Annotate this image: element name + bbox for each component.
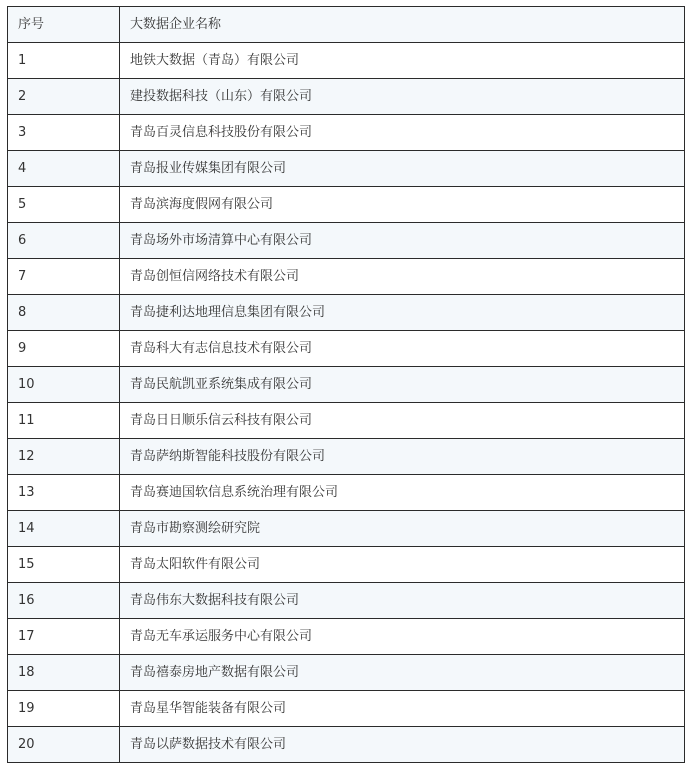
table-row xyxy=(8,655,685,691)
company-name-cell: 青岛创恒信网络技术有限公司 xyxy=(120,259,685,295)
row-index-cell: 12 xyxy=(8,439,120,475)
row-index-cell: 5 xyxy=(8,187,120,223)
row-index-cell: 15 xyxy=(8,547,120,583)
company-name-cell: 青岛太阳软件有限公司 xyxy=(120,547,685,583)
enterprise-table xyxy=(7,6,685,763)
row-index-cell: 1 xyxy=(8,43,120,79)
table-row xyxy=(8,331,685,367)
row-index-cell: 10 xyxy=(8,367,120,403)
company-name-cell: 建投数据科技（山东）有限公司 xyxy=(120,79,685,115)
table-row xyxy=(8,547,685,583)
company-name-cell: 青岛萨纳斯智能科技股份有限公司 xyxy=(120,439,685,475)
table-row xyxy=(8,115,685,151)
table-row xyxy=(8,151,685,187)
header-company-name: 大数据企业名称 xyxy=(120,7,685,43)
table-row xyxy=(8,691,685,727)
company-name-cell: 青岛报业传媒集团有限公司 xyxy=(120,151,685,187)
company-name-cell: 青岛民航凯亚系统集成有限公司 xyxy=(120,367,685,403)
company-name-cell: 地铁大数据（青岛）有限公司 xyxy=(120,43,685,79)
enterprise-table-container xyxy=(7,6,684,763)
row-index-cell: 7 xyxy=(8,259,120,295)
row-index-cell: 18 xyxy=(8,655,120,691)
table-row xyxy=(8,223,685,259)
row-index-cell: 8 xyxy=(8,295,120,331)
row-index-cell: 19 xyxy=(8,691,120,727)
company-name-cell: 青岛科大有志信息技术有限公司 xyxy=(120,331,685,367)
table-row xyxy=(8,367,685,403)
row-index-cell: 16 xyxy=(8,583,120,619)
table-row xyxy=(8,727,685,763)
row-index-cell: 3 xyxy=(8,115,120,151)
row-index-cell: 4 xyxy=(8,151,120,187)
table-header-row xyxy=(8,7,685,43)
header-index: 序号 xyxy=(8,7,120,43)
table-row xyxy=(8,295,685,331)
company-name-cell: 青岛百灵信息科技股份有限公司 xyxy=(120,115,685,151)
row-index-cell: 17 xyxy=(8,619,120,655)
company-name-cell: 青岛星华智能装备有限公司 xyxy=(120,691,685,727)
company-name-cell: 青岛赛迪国软信息系统治理有限公司 xyxy=(120,475,685,511)
company-name-cell: 青岛场外市场清算中心有限公司 xyxy=(120,223,685,259)
company-name-cell: 青岛捷利达地理信息集团有限公司 xyxy=(120,295,685,331)
company-name-cell: 青岛市勘察测绘研究院 xyxy=(120,511,685,547)
table-row xyxy=(8,259,685,295)
table-row xyxy=(8,439,685,475)
company-name-cell: 青岛日日顺乐信云科技有限公司 xyxy=(120,403,685,439)
row-index-cell: 6 xyxy=(8,223,120,259)
row-index-cell: 11 xyxy=(8,403,120,439)
table-row xyxy=(8,403,685,439)
table-row xyxy=(8,619,685,655)
row-index-cell: 20 xyxy=(8,727,120,763)
row-index-cell: 14 xyxy=(8,511,120,547)
company-name-cell: 青岛伟东大数据科技有限公司 xyxy=(120,583,685,619)
table-row xyxy=(8,79,685,115)
row-index-cell: 13 xyxy=(8,475,120,511)
company-name-cell: 青岛以萨数据技术有限公司 xyxy=(120,727,685,763)
table-row xyxy=(8,43,685,79)
table-row xyxy=(8,475,685,511)
company-name-cell: 青岛滨海度假网有限公司 xyxy=(120,187,685,223)
company-name-cell: 青岛无车承运服务中心有限公司 xyxy=(120,619,685,655)
table-row xyxy=(8,583,685,619)
table-row xyxy=(8,187,685,223)
row-index-cell: 2 xyxy=(8,79,120,115)
table-row xyxy=(8,511,685,547)
company-name-cell: 青岛禧泰房地产数据有限公司 xyxy=(120,655,685,691)
row-index-cell: 9 xyxy=(8,331,120,367)
